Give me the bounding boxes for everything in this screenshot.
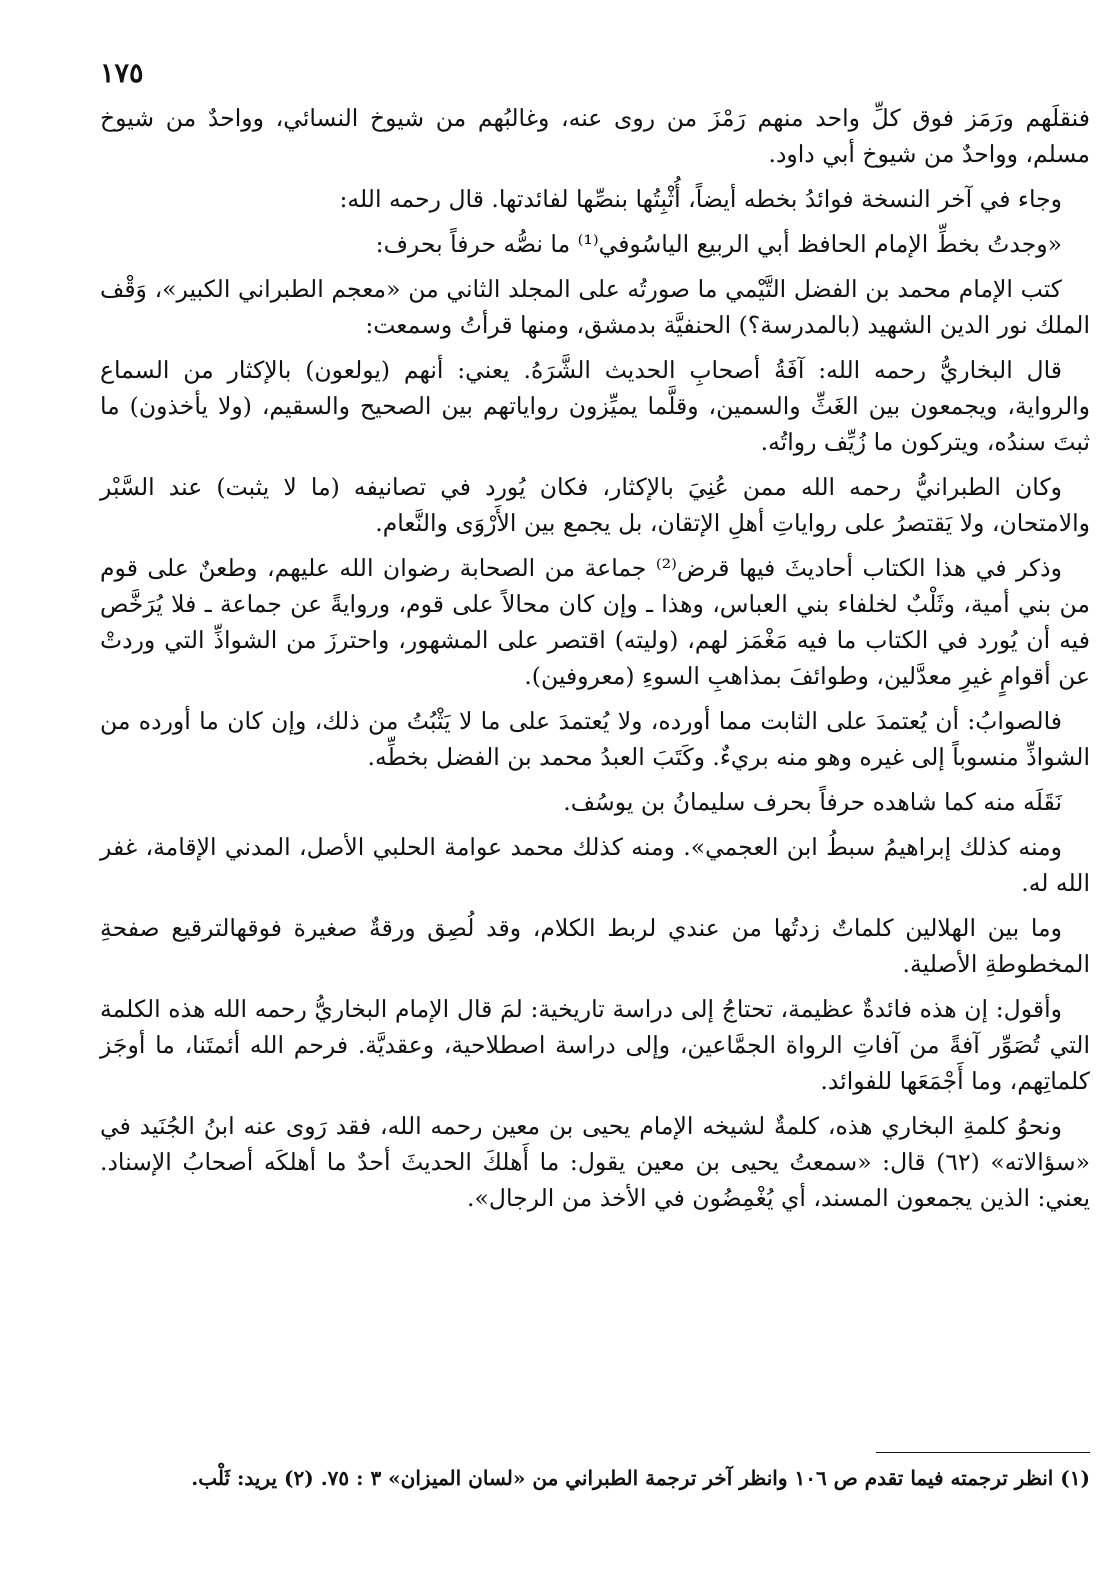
- paragraph: نَقَلَه منه كما شاهده حرفاً بحرف سليمانُ بن يوسُف.: [563, 788, 1062, 816]
- footnote-divider: [876, 1452, 1090, 1453]
- page-body: [100, 100, 1090, 1225]
- paragraph: وجاء في آخر النسخة فوائدُ بخطه أيضاً، أُثْبِتُها بنصِّها لفائدتها. قال رحمه الله:: [339, 185, 1062, 213]
- page-number: ١٧٥: [100, 58, 144, 89]
- paragraph: وكان الطبرانيُّ رحمه الله ممن عُنِيَ بالإكثار، فكان يُورد في تصانيفه (ما لا يثبت) عند السَّبْر والامتحان، ولا يَقتصرُ على رواياتِ أهلِ الإتقان، بل يجمع بين الأَرْوَى والنَّعام.: [100, 473, 1090, 537]
- footnotes: (١) انظر ترجمته فيما تقدم ص ١٠٦ وانظر آخر ترجمة الطبراني من «لسان الميزان» ٣ : ٧٥. (٢) يريد: ثَلْب.: [191, 1466, 1090, 1490]
- quote-opening: «وجدتُ بخطِّ الإمام الحافظ أبي الربيع الياسُوفي⁽¹⁾ ما نصُّه حرفاً بحرف:: [375, 230, 1062, 258]
- paragraph: قال البخاريُّ رحمه الله: آفَةُ أصحابِ الحديث الشَّرَهُ. يعني: أنهم (يولعون) بالإكثار من السماع والرواية، ويجمعون بين الغَثِّ والسمين، وقلَّما يميِّزون رواياتهم بين الصحيح والسقيم، (ولا يأخذون) ما ثبتَ سندُه، ويتركون ما زُيِّف رواتُه.: [100, 356, 1090, 456]
- paragraph: وأقول: إن هذه فائدةٌ عظيمة، تحتاجُ إلى دراسة تاريخية: لمَ قال الإمام البخاريُّ رحمه الله هذه الكلمة التي تُصَوِّر آفةً من آفاتِ الرواة الجمَّاعين، وإلى دراسة اصطلاحية، وعقديَّة. فرحم الله أئمتَنا، ما أوجَز كلماتِهم، وما أَجْمَعَها للفوائد.: [100, 995, 1090, 1095]
- paragraph: ومنه كذلك إبراهيمُ سبطُ ابن العجمي». ومنه كذلك محمد عوامة الحلبي الأصل، المدني الإقامة، غفر الله له.: [100, 833, 1090, 897]
- paragraph: وذكر في هذا الكتاب أحاديثَ فيها قرض⁽²⁾ جماعة من الصحابة رضوان الله عليهم، وطعنٌ على قوم من بني أمية، وثَلْبٌ لخلفاء بني العباس، وهذا ـ وإن كان محالاً على قوم، وروايةً عن جماعة ـ فلا يُرَخَّص فيه أن يُورد في الكتاب ما فيه مَغْمَز لهم، (وليته) اقتصر على المشهور، واحترزَ من الشواذِّ التي وردتْ عن أقوامٍ غيرِ معدَّلين، وطوائفَ بمذاهبِ السوءِ (معروفين).: [100, 554, 1090, 690]
- paragraph: كتب الإمام محمد بن الفضل التَّيْمي ما صورتُه على المجلد الثاني من «معجم الطبراني الكبير»، وَقْف الملك نور الدين الشهيد (بالمدرسة؟) الحنفيَّة بدمشق، ومنها قرأتُ وسمعت:: [100, 275, 1090, 339]
- paragraph: فالصوابُ: أن يُعتمدَ على الثابت مما أورده، ولا يُعتمدَ على ما لا يَثْبُتُ من ذلك، وإن كان ما أورده من الشواذِّ منسوباً إلى غيره وهو منه بريءٌ. وكَتَبَ العبدُ محمد بن الفضل بخطِّه.: [100, 707, 1090, 771]
- paragraph: وما بين الهلالين كلماتٌ زدتُها من عندي لربط الكلام، وقد لُصِق ورقةٌ صغيرة فوقهالترقيع صفحةِ المخطوطةِ الأصلية.: [100, 914, 1090, 978]
- paragraph: فنقلَهم ورَمَز فوق كلِّ واحد منهم رَمْزَ من روى عنه، وغالبُهم من شيوخ النسائي، وواحدٌ من شيوخ مسلم، وواحدٌ من شيوخ أبي داود.: [100, 104, 1090, 168]
- paragraph: ونحوُ كلمةِ البخاري هذه، كلمةٌ لشيخه الإمام يحيى بن معين رحمه الله، فقد رَوى عنه ابنُ الجُنَيد في «سؤالاته» (٦٢) قال: «سمعتُ يحيى بن معين يقول: ما أَهلكَ الحديثَ أحدٌ ما أهلكَه أصحابُ الإسناد. يعني: الذين يجمعون المسند، أي يُغْمِضُون في الأخذ من الرجال».: [100, 1112, 1090, 1212]
